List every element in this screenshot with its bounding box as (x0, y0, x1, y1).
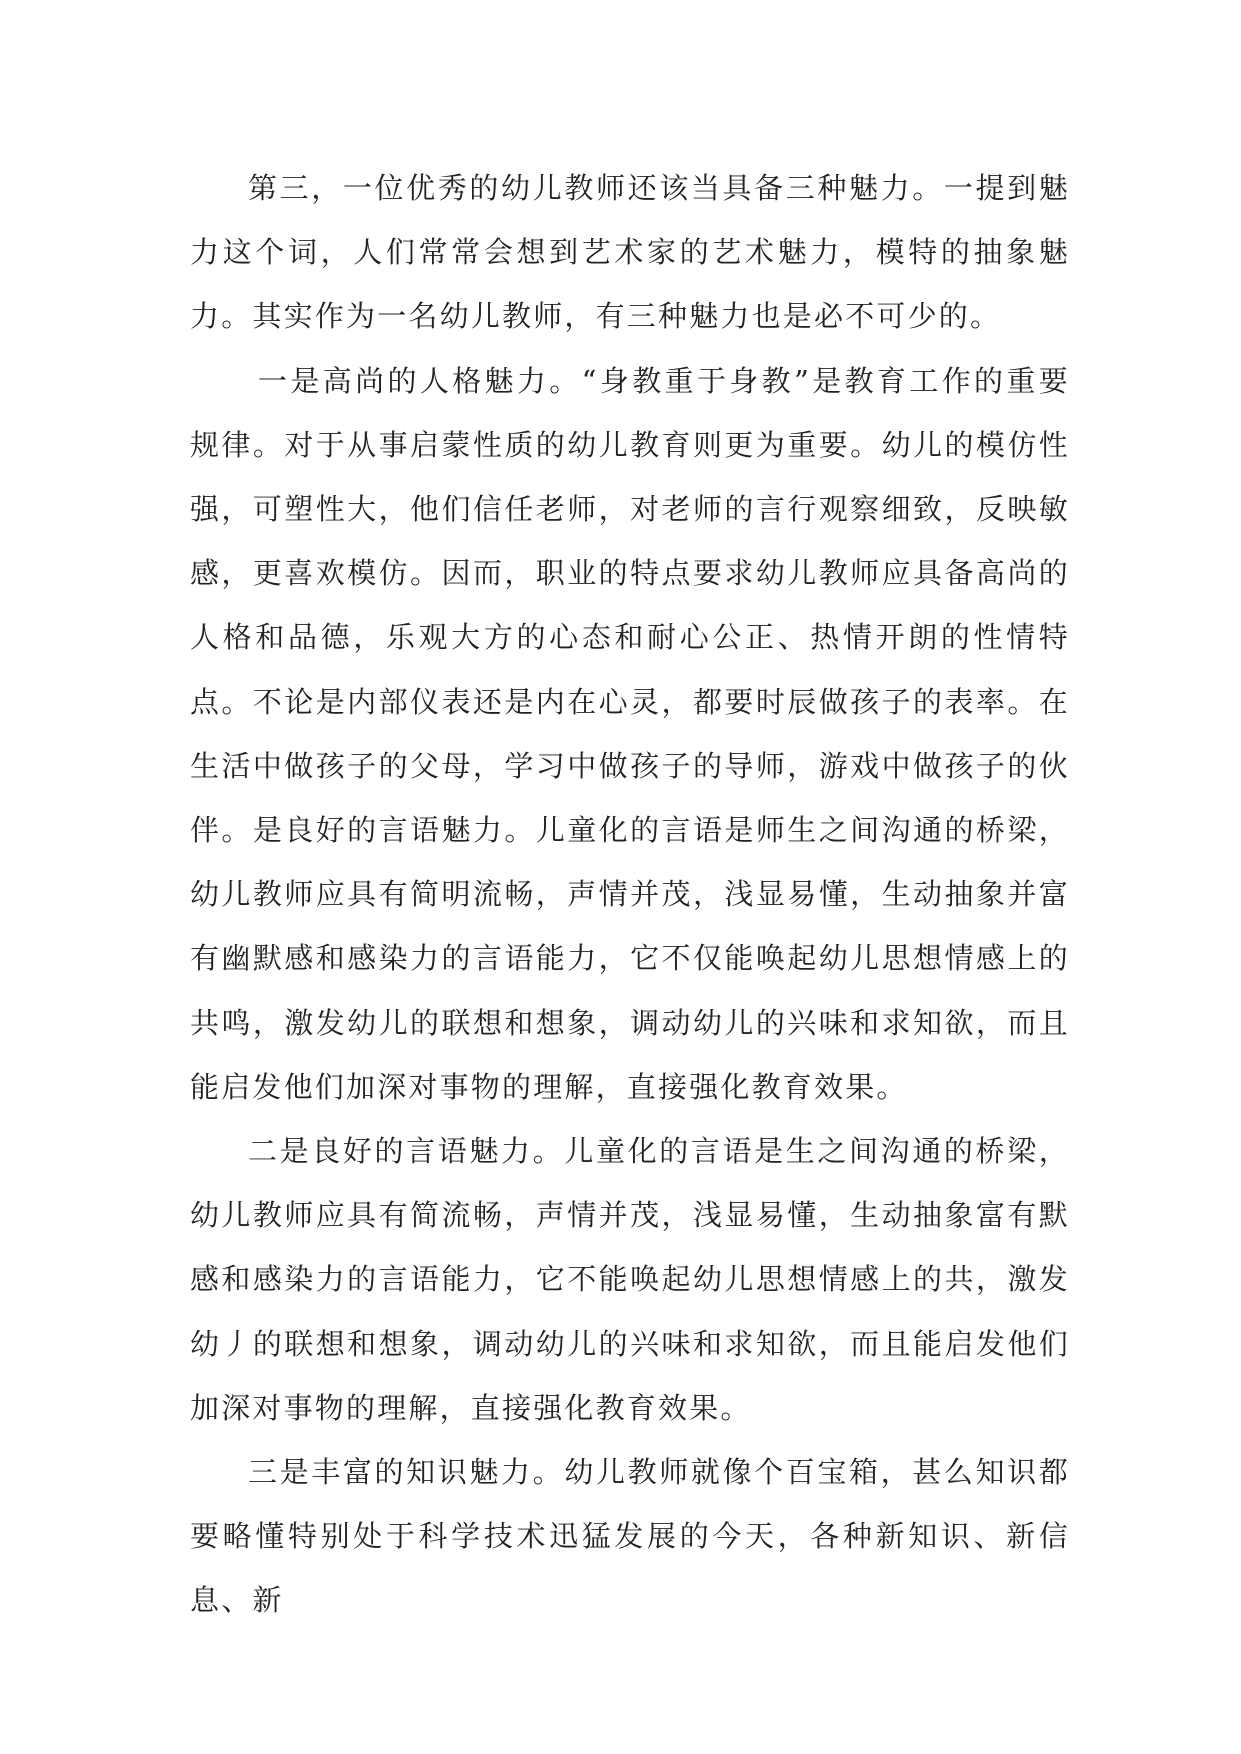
paragraph-language-charm: 二是良好的言语魅力。儿童化的言语是生之间沟通的桥梁，幼儿教师应具有简流畅，声情并茂，浅显易懂，生动抽象富有默感和感染力的言语能力，它不能唤起幼儿思想情感上的共，激发幼丿的联想和想象，调动幼儿的兴味和求知欲，而且能启发他们加深对事物的理解，直接强化教育效果。 (190, 1134, 1070, 1425)
document-body (190, 156, 1070, 1633)
paragraph-knowledge-charm: 三是丰富的知识魅力。幼儿教师就像个百宝箱，甚么知识都要略懂特别处于科学技术迅猛发展的今天，各种新知识、新信息、新 (190, 1455, 1070, 1618)
paragraph-personality-charm: 一是高尚的人格魅力。“身教重于身教”是教育工作的重要规律。对于从事启蒙性质的幼儿教育则更为重要。幼儿的模仿性强，可塑性大，他们信任老师，对老师的言行观察细致，反映敏感，更喜欢模仿。因而，职业的特点要求幼儿教师应具备高尚的人格和品德，乐观大方的心态和耐心公正、热情开朗的性情特点。不论是内部仪表还是内在心灵，都要时辰做孩子的表率。在生活中做孩子的父母，学习中做孩子的导师，游戏中做孩子的伙伴。是良好的言语魅力。儿童化的言语是师生之间沟通的桥梁，幼儿教师应具有简明流畅，声情并茂，浅显易懂，生动抽象并富有幽默感和感染力的言语能力，它不仅能唤起幼儿思想情感上的共鸣，激发幼儿的联想和想象，调动幼儿的兴味和求知欲，而且能启发他们加深对事物的理解，直接强化教育效果。 (190, 363, 1070, 1104)
paragraph-three-charms-intro: 第三，一位优秀的幼儿教师还该当具备三种魅力。一提到魅力这个词，人们常常会想到艺术家的艺术魅力，模特的抽象魅力。其实作为一名幼儿教师，有三种魅力也是必不可少的。 (190, 171, 1070, 334)
